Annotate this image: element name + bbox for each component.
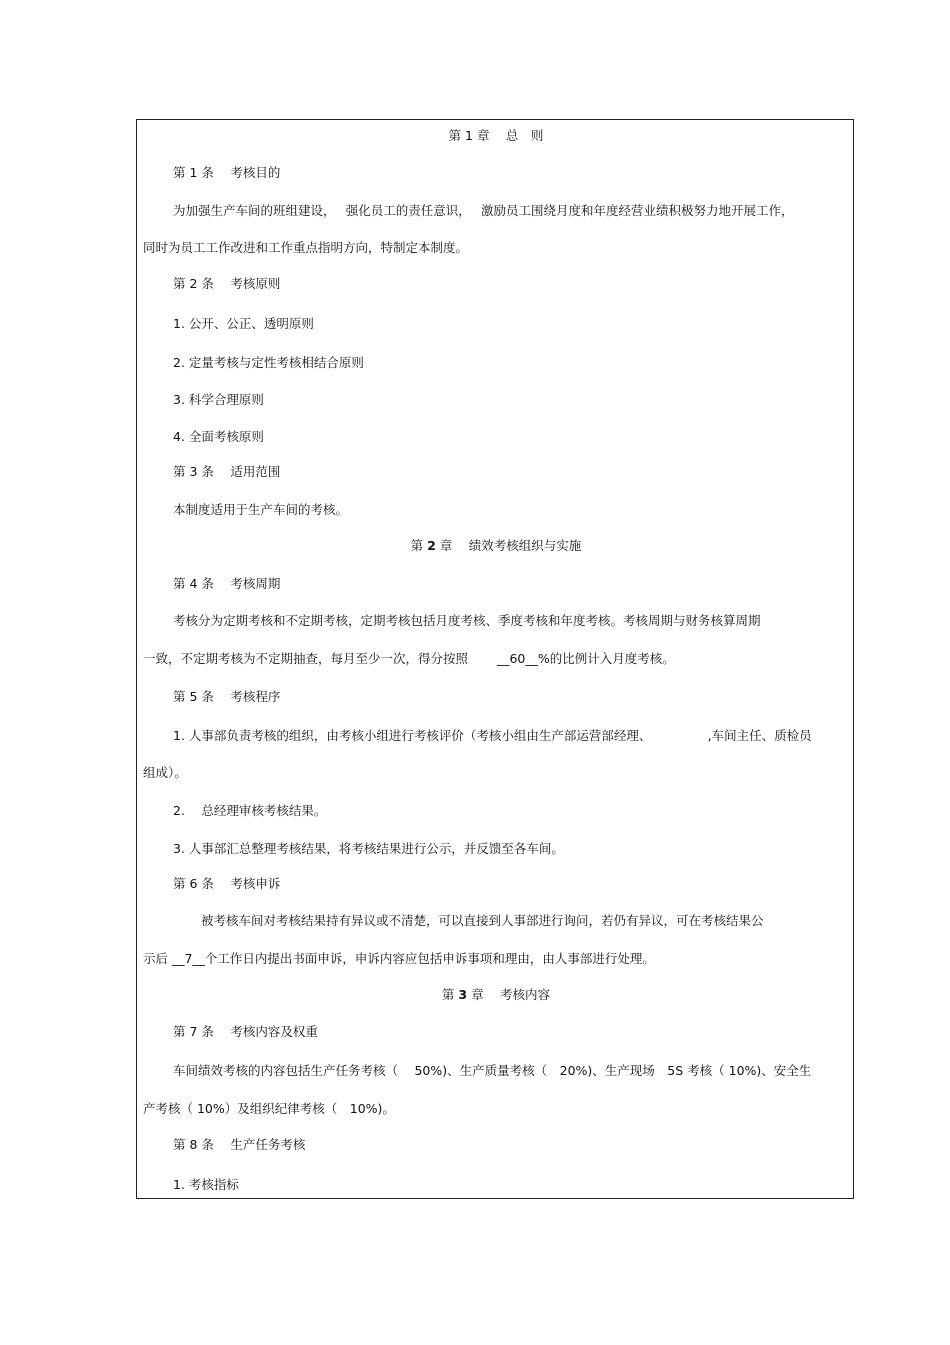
article-5-heading: 第 5 条 考核程序: [173, 689, 281, 704]
principle-item: 1. 公开、公正、透明原则: [173, 316, 314, 331]
article-7-text-line-1: 车间绩效考核的内容包括生产任务考核（ 50%)、生产质量考核（ 20%)、生产现场 5S 考核（ 10%)、安全生: [173, 1063, 812, 1078]
article-2-heading: 第 2 条 考核原则: [173, 276, 281, 291]
chapter-2-heading: 第 2 章 绩效考核组织与实施: [410, 538, 582, 553]
article-4-text-line-2: 一致，不定期考核为不定期抽查，每月至少一次，得分按照 __60__%的比例计入月度考核。: [143, 651, 675, 666]
document-frame: [136, 119, 854, 1199]
principle-item: 4. 全面考核原则: [173, 429, 264, 444]
article-6-heading: 第 6 条 考核申诉: [173, 876, 281, 891]
principle-item: 3. 科学合理原则: [173, 392, 264, 407]
article-1-text-line-1: 为加强生产车间的班组建设， 强化员工的责任意识， 激励员工围绕月度和年度经营业绩积极努力地开展工作，: [173, 203, 794, 218]
article-1-text-line-2: 同时为员工工作改进和工作重点指明方向，特制定本制度。: [143, 240, 469, 255]
article-8-item-1: 1. 考核指标: [173, 1177, 239, 1192]
article-4-text-line-1: 考核分为定期考核和不定期考核，定期考核包括月度考核、季度考核和年度考核。考核周期与财务核算周期: [173, 613, 761, 628]
procedure-item-2: 2. 总经理审核考核结果。: [173, 803, 327, 818]
principle-item: 2. 定量考核与定性考核相结合原则: [173, 355, 364, 370]
article-4-heading: 第 4 条 考核周期: [173, 576, 281, 591]
article-8-heading: 第 8 条 生产任务考核: [173, 1137, 306, 1152]
article-1-heading: 第 1 条 考核目的: [173, 165, 281, 180]
procedure-item-1-line-1: 1. 人事部负责考核的组织，由考核小组进行考核评价（考核小组由生产部运营部经理、 ,车间主任、质检员: [173, 728, 812, 743]
article-6-text-line-2: 示后 __7__个工作日内提出书面申诉，申诉内容应包括申诉事项和理由，由人事部进行处理。: [143, 951, 655, 966]
article-6-text-line-1: 被考核车间对考核结果持有异议或不清楚，可以直接到人事部进行询问，若仍有异议，可在考核结果公: [201, 913, 764, 928]
chapter-3-heading: 第 3 章 考核内容: [441, 987, 551, 1002]
procedure-item-1-line-2: 组成）。: [143, 765, 187, 780]
article-3-text: 本制度适用于生产车间的考核。: [173, 502, 349, 517]
article-7-text-line-2: 产考核（ 10%）及组织纪律考核（ 10%)。: [143, 1101, 395, 1116]
article-3-heading: 第 3 条 适用范围: [173, 464, 281, 479]
article-7-heading: 第 7 条 考核内容及权重: [173, 1024, 318, 1039]
chapter-1-heading: 第 1 章 总 则: [448, 128, 544, 143]
procedure-item-3: 3. 人事部汇总整理考核结果，将考核结果进行公示，并反馈至各车间。: [173, 841, 564, 856]
